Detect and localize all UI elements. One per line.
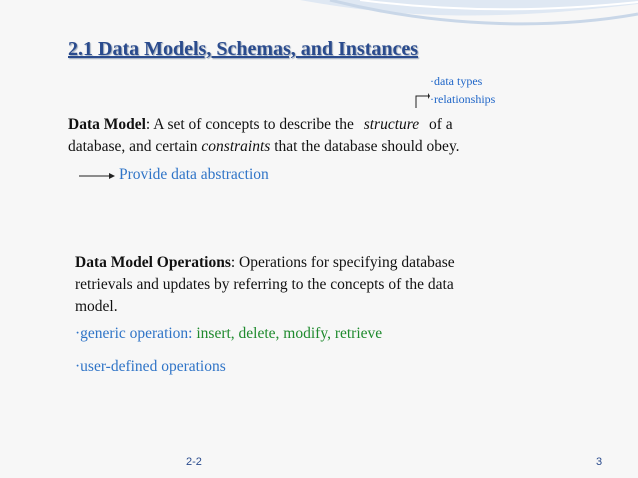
data-model-line-1: Data Model: A set of concepts to describe the structure of a [68, 116, 453, 133]
user-defined-operations-item: ·user-defined operations [75, 358, 226, 375]
structure-term: structure [363, 116, 420, 133]
data-model-line-2: database, and certain constraints that the database should obey. [68, 138, 460, 155]
generic-operation-values: insert, delete, modify, retrieve [196, 325, 383, 342]
bracket-arrow-icon [414, 92, 430, 108]
note-relationships: ·relationships [430, 92, 496, 106]
data-model-term: Data Model [68, 116, 146, 133]
operations-line-1: Data Model Operations: Operations for specifying database [75, 254, 455, 271]
operations-term: Data Model Operations [75, 254, 231, 271]
abstraction-text: Provide data abstraction [119, 166, 269, 183]
operations-line-2: retrievals and updates by referring to the concepts of the data [75, 276, 454, 293]
generic-operation-label: ·generic operation: [75, 325, 197, 342]
note-data-types: ·data types [430, 74, 483, 88]
right-arrow-icon [79, 171, 115, 181]
generic-operation-item [75, 323, 382, 345]
constraints-term: constraints [201, 138, 271, 155]
footer-page-number: 3 [596, 456, 603, 468]
slide-title: 2.1 Data Models, Schemas, and Instances [68, 38, 419, 60]
operations-line-3: model. [75, 298, 118, 315]
footer-section-number: 2-2 [186, 456, 202, 468]
